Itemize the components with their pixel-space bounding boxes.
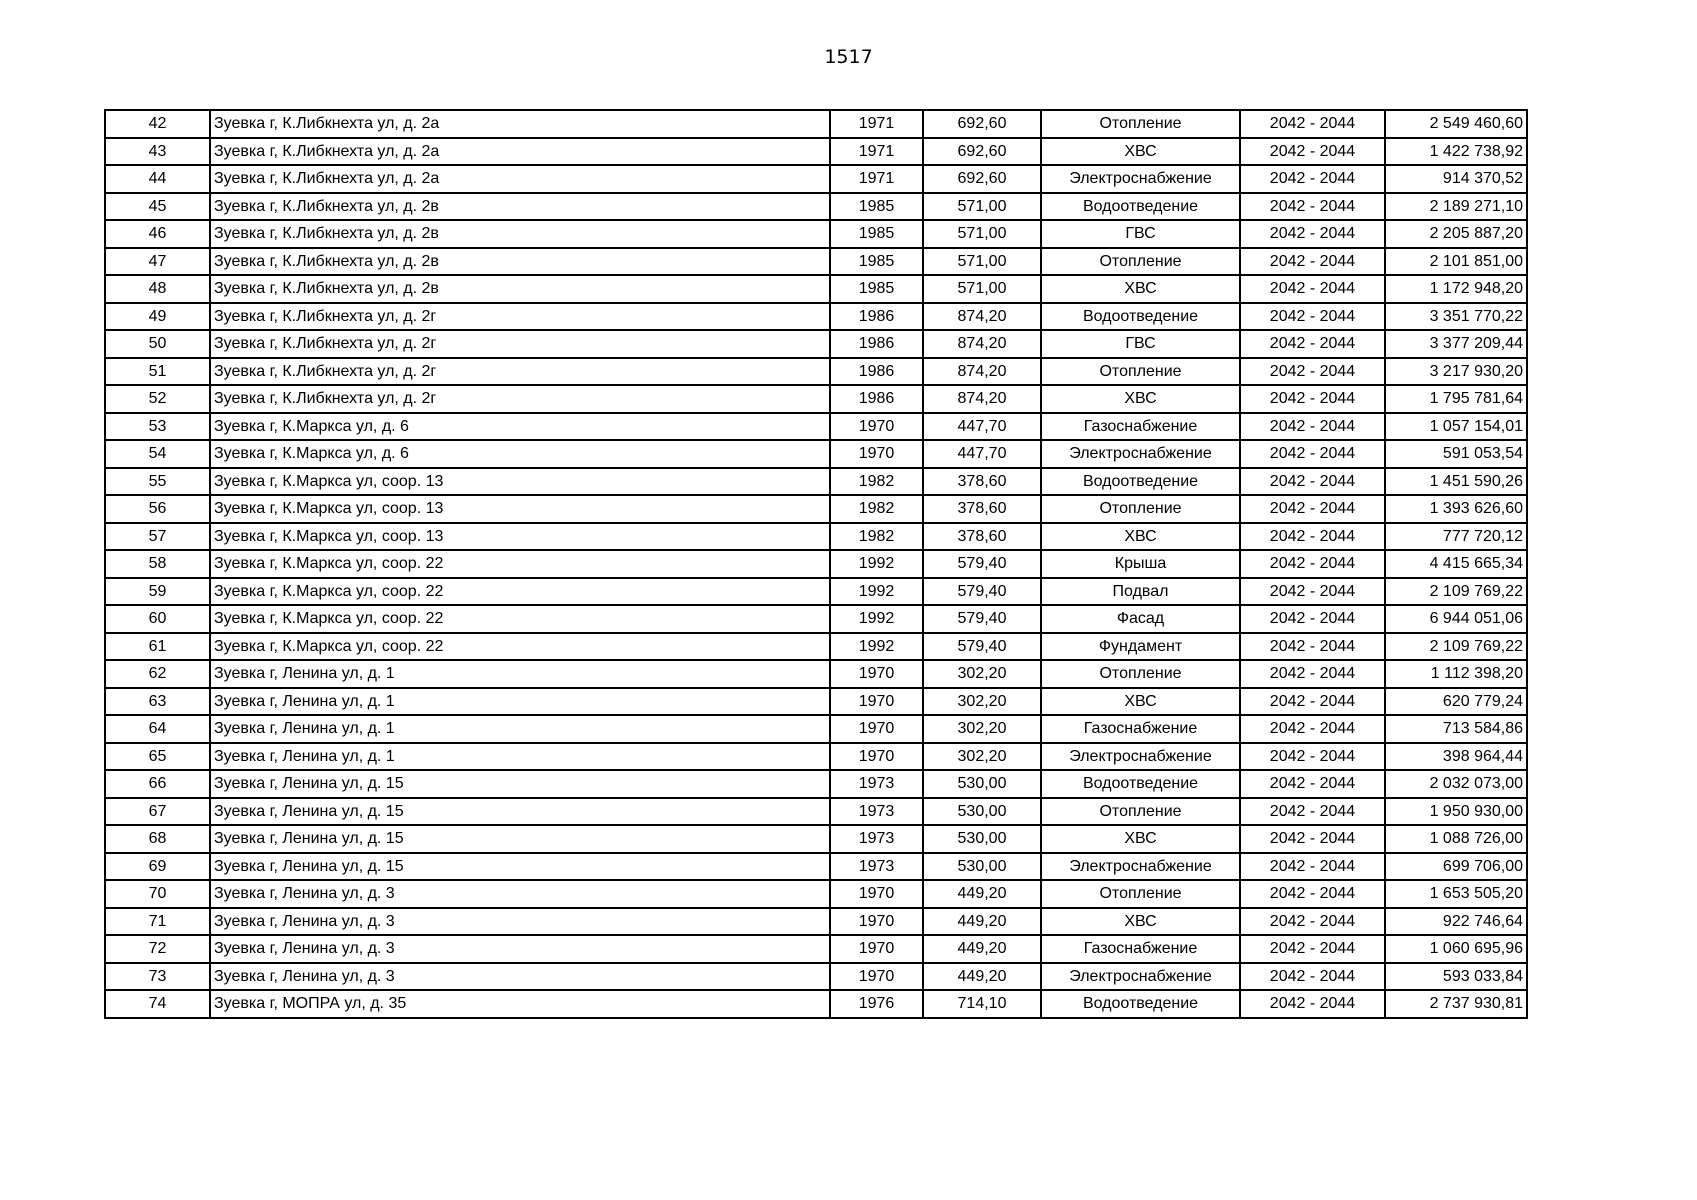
year-cell: 1971 [830, 110, 923, 138]
year-cell: 1986 [830, 330, 923, 358]
cost-cell: 593 033,84 [1385, 963, 1527, 991]
work-type-cell: ХВС [1041, 523, 1240, 551]
table-row [105, 385, 1527, 413]
work-type-cell: Электроснабжение [1041, 165, 1240, 193]
year-cell: 1982 [830, 495, 923, 523]
table-row [105, 550, 1527, 578]
address-cell: Зуевка г, Ленина ул, д. 15 [210, 770, 830, 798]
year-cell: 1970 [830, 413, 923, 441]
area-cell: 571,00 [923, 220, 1041, 248]
cost-cell: 2 549 460,60 [1385, 110, 1527, 138]
area-cell: 302,20 [923, 743, 1041, 771]
address-cell: Зуевка г, К.Либкнехта ул, д. 2в [210, 275, 830, 303]
address-cell: Зуевка г, МОПРА ул, д. 35 [210, 990, 830, 1018]
work-type-cell: Газоснабжение [1041, 935, 1240, 963]
cost-cell: 699 706,00 [1385, 853, 1527, 881]
cost-cell: 1 172 948,20 [1385, 275, 1527, 303]
row-number-cell: 58 [105, 550, 210, 578]
year-cell: 1985 [830, 248, 923, 276]
year-cell: 1985 [830, 275, 923, 303]
table-row [105, 110, 1527, 138]
cost-cell: 3 351 770,22 [1385, 303, 1527, 331]
row-number-cell: 59 [105, 578, 210, 606]
address-cell: Зуевка г, К.Маркса ул, д. 6 [210, 440, 830, 468]
row-number-cell: 61 [105, 633, 210, 661]
address-cell: Зуевка г, К.Маркса ул, д. 6 [210, 413, 830, 441]
year-cell: 1971 [830, 165, 923, 193]
area-cell: 579,40 [923, 578, 1041, 606]
table-row [105, 990, 1527, 1018]
year-cell: 1992 [830, 578, 923, 606]
period-cell: 2042 - 2044 [1240, 193, 1385, 221]
period-cell: 2042 - 2044 [1240, 165, 1385, 193]
table-body [105, 110, 1527, 1018]
period-cell: 2042 - 2044 [1240, 770, 1385, 798]
row-number-cell: 51 [105, 358, 210, 386]
cost-cell: 4 415 665,34 [1385, 550, 1527, 578]
period-cell: 2042 - 2044 [1240, 550, 1385, 578]
cost-cell: 2 109 769,22 [1385, 633, 1527, 661]
year-cell: 1973 [830, 825, 923, 853]
table-row [105, 633, 1527, 661]
year-cell: 1970 [830, 688, 923, 716]
cost-cell: 922 746,64 [1385, 908, 1527, 936]
year-cell: 1973 [830, 798, 923, 826]
address-cell: Зуевка г, Ленина ул, д. 15 [210, 798, 830, 826]
area-cell: 874,20 [923, 330, 1041, 358]
year-cell: 1986 [830, 303, 923, 331]
cost-cell: 2 101 851,00 [1385, 248, 1527, 276]
table-row [105, 853, 1527, 881]
table-row [105, 770, 1527, 798]
work-type-cell: ХВС [1041, 825, 1240, 853]
period-cell: 2042 - 2044 [1240, 908, 1385, 936]
table-row [105, 275, 1527, 303]
area-cell: 714,10 [923, 990, 1041, 1018]
area-cell: 447,70 [923, 413, 1041, 441]
table-row [105, 880, 1527, 908]
table-row [105, 495, 1527, 523]
area-cell: 378,60 [923, 495, 1041, 523]
cost-cell: 1 795 781,64 [1385, 385, 1527, 413]
row-number-cell: 54 [105, 440, 210, 468]
period-cell: 2042 - 2044 [1240, 138, 1385, 166]
work-type-cell: Водоотведение [1041, 468, 1240, 496]
row-number-cell: 72 [105, 935, 210, 963]
period-cell: 2042 - 2044 [1240, 798, 1385, 826]
work-type-cell: Отопление [1041, 660, 1240, 688]
area-cell: 571,00 [923, 193, 1041, 221]
row-number-cell: 45 [105, 193, 210, 221]
year-cell: 1970 [830, 963, 923, 991]
table-row [105, 908, 1527, 936]
address-cell: Зуевка г, К.Маркса ул, соор. 13 [210, 523, 830, 551]
table-row [105, 715, 1527, 743]
work-type-cell: Отопление [1041, 880, 1240, 908]
work-type-cell: Водоотведение [1041, 303, 1240, 331]
work-type-cell: Отопление [1041, 798, 1240, 826]
address-cell: Зуевка г, К.Маркса ул, соор. 22 [210, 605, 830, 633]
cost-cell: 398 964,44 [1385, 743, 1527, 771]
address-cell: Зуевка г, Ленина ул, д. 1 [210, 715, 830, 743]
cost-cell: 6 944 051,06 [1385, 605, 1527, 633]
work-type-cell: Крыша [1041, 550, 1240, 578]
year-cell: 1973 [830, 770, 923, 798]
address-cell: Зуевка г, Ленина ул, д. 3 [210, 935, 830, 963]
row-number-cell: 43 [105, 138, 210, 166]
cost-cell: 1 112 398,20 [1385, 660, 1527, 688]
row-number-cell: 60 [105, 605, 210, 633]
row-number-cell: 73 [105, 963, 210, 991]
area-cell: 571,00 [923, 248, 1041, 276]
table-row [105, 413, 1527, 441]
period-cell: 2042 - 2044 [1240, 303, 1385, 331]
address-cell: Зуевка г, К.Маркса ул, соор. 13 [210, 495, 830, 523]
period-cell: 2042 - 2044 [1240, 110, 1385, 138]
area-cell: 530,00 [923, 853, 1041, 881]
period-cell: 2042 - 2044 [1240, 990, 1385, 1018]
row-number-cell: 42 [105, 110, 210, 138]
address-cell: Зуевка г, К.Маркса ул, соор. 22 [210, 578, 830, 606]
row-number-cell: 67 [105, 798, 210, 826]
cost-cell: 3 217 930,20 [1385, 358, 1527, 386]
table-row [105, 825, 1527, 853]
row-number-cell: 56 [105, 495, 210, 523]
work-type-cell: Газоснабжение [1041, 413, 1240, 441]
cost-cell: 1 393 626,60 [1385, 495, 1527, 523]
area-cell: 579,40 [923, 633, 1041, 661]
work-type-cell: ХВС [1041, 275, 1240, 303]
address-cell: Зуевка г, К.Маркса ул, соор. 13 [210, 468, 830, 496]
row-number-cell: 66 [105, 770, 210, 798]
work-type-cell: Отопление [1041, 248, 1240, 276]
period-cell: 2042 - 2044 [1240, 688, 1385, 716]
area-cell: 302,20 [923, 715, 1041, 743]
work-type-cell: ХВС [1041, 688, 1240, 716]
period-cell: 2042 - 2044 [1240, 880, 1385, 908]
work-type-cell: Электроснабжение [1041, 963, 1240, 991]
table-row [105, 193, 1527, 221]
address-cell: Зуевка г, К.Либкнехта ул, д. 2г [210, 358, 830, 386]
work-type-cell: Отопление [1041, 110, 1240, 138]
area-cell: 378,60 [923, 523, 1041, 551]
work-type-cell: Электроснабжение [1041, 440, 1240, 468]
period-cell: 2042 - 2044 [1240, 358, 1385, 386]
work-type-cell: Фасад [1041, 605, 1240, 633]
area-cell: 579,40 [923, 550, 1041, 578]
area-cell: 530,00 [923, 798, 1041, 826]
year-cell: 1986 [830, 358, 923, 386]
address-cell: Зуевка г, Ленина ул, д. 3 [210, 880, 830, 908]
work-type-cell: ГВС [1041, 220, 1240, 248]
address-cell: Зуевка г, Ленина ул, д. 3 [210, 908, 830, 936]
table-row [105, 578, 1527, 606]
address-cell: Зуевка г, Ленина ул, д. 1 [210, 688, 830, 716]
area-cell: 449,20 [923, 935, 1041, 963]
row-number-cell: 47 [105, 248, 210, 276]
row-number-cell: 65 [105, 743, 210, 771]
period-cell: 2042 - 2044 [1240, 495, 1385, 523]
area-cell: 579,40 [923, 605, 1041, 633]
row-number-cell: 68 [105, 825, 210, 853]
period-cell: 2042 - 2044 [1240, 743, 1385, 771]
area-cell: 874,20 [923, 303, 1041, 331]
table-row [105, 935, 1527, 963]
period-cell: 2042 - 2044 [1240, 633, 1385, 661]
cost-cell: 777 720,12 [1385, 523, 1527, 551]
row-number-cell: 53 [105, 413, 210, 441]
cost-cell: 914 370,52 [1385, 165, 1527, 193]
year-cell: 1970 [830, 715, 923, 743]
period-cell: 2042 - 2044 [1240, 853, 1385, 881]
work-type-cell: ХВС [1041, 908, 1240, 936]
area-cell: 302,20 [923, 660, 1041, 688]
year-cell: 1992 [830, 633, 923, 661]
area-cell: 378,60 [923, 468, 1041, 496]
period-cell: 2042 - 2044 [1240, 578, 1385, 606]
area-cell: 302,20 [923, 688, 1041, 716]
page-number: 1517 [824, 46, 873, 68]
period-cell: 2042 - 2044 [1240, 715, 1385, 743]
data-table [104, 109, 1528, 1019]
year-cell: 1982 [830, 468, 923, 496]
cost-cell: 1 088 726,00 [1385, 825, 1527, 853]
area-cell: 571,00 [923, 275, 1041, 303]
period-cell: 2042 - 2044 [1240, 825, 1385, 853]
row-number-cell: 71 [105, 908, 210, 936]
area-cell: 874,20 [923, 358, 1041, 386]
period-cell: 2042 - 2044 [1240, 330, 1385, 358]
table-row [105, 523, 1527, 551]
row-number-cell: 44 [105, 165, 210, 193]
table-row [105, 358, 1527, 386]
row-number-cell: 69 [105, 853, 210, 881]
address-cell: Зуевка г, К.Либкнехта ул, д. 2а [210, 110, 830, 138]
address-cell: Зуевка г, К.Либкнехта ул, д. 2а [210, 138, 830, 166]
area-cell: 692,60 [923, 110, 1041, 138]
year-cell: 1982 [830, 523, 923, 551]
work-type-cell: Водоотведение [1041, 990, 1240, 1018]
work-type-cell: Электроснабжение [1041, 853, 1240, 881]
area-cell: 449,20 [923, 880, 1041, 908]
address-cell: Зуевка г, К.Либкнехта ул, д. 2г [210, 385, 830, 413]
address-cell: Зуевка г, К.Маркса ул, соор. 22 [210, 633, 830, 661]
work-type-cell: Электроснабжение [1041, 743, 1240, 771]
cost-cell: 1 060 695,96 [1385, 935, 1527, 963]
period-cell: 2042 - 2044 [1240, 385, 1385, 413]
cost-cell: 2 737 930,81 [1385, 990, 1527, 1018]
table-row [105, 468, 1527, 496]
address-cell: Зуевка г, К.Либкнехта ул, д. 2г [210, 303, 830, 331]
work-type-cell: Газоснабжение [1041, 715, 1240, 743]
period-cell: 2042 - 2044 [1240, 413, 1385, 441]
table-row [105, 248, 1527, 276]
table-row [105, 605, 1527, 633]
work-type-cell: ГВС [1041, 330, 1240, 358]
cost-cell: 591 053,54 [1385, 440, 1527, 468]
work-type-cell: Отопление [1041, 358, 1240, 386]
table-row [105, 303, 1527, 331]
address-cell: Зуевка г, К.Либкнехта ул, д. 2г [210, 330, 830, 358]
table-row [105, 963, 1527, 991]
table-row [105, 660, 1527, 688]
cost-cell: 1 950 930,00 [1385, 798, 1527, 826]
row-number-cell: 48 [105, 275, 210, 303]
year-cell: 1970 [830, 935, 923, 963]
table-row [105, 798, 1527, 826]
work-type-cell: Водоотведение [1041, 770, 1240, 798]
period-cell: 2042 - 2044 [1240, 248, 1385, 276]
area-cell: 692,60 [923, 165, 1041, 193]
address-cell: Зуевка г, Ленина ул, д. 3 [210, 963, 830, 991]
row-number-cell: 50 [105, 330, 210, 358]
cost-cell: 2 032 073,00 [1385, 770, 1527, 798]
work-type-cell: Водоотведение [1041, 193, 1240, 221]
row-number-cell: 57 [105, 523, 210, 551]
area-cell: 449,20 [923, 963, 1041, 991]
year-cell: 1992 [830, 605, 923, 633]
cost-cell: 620 779,24 [1385, 688, 1527, 716]
table-row [105, 165, 1527, 193]
row-number-cell: 46 [105, 220, 210, 248]
address-cell: Зуевка г, Ленина ул, д. 1 [210, 660, 830, 688]
cost-cell: 1 653 505,20 [1385, 880, 1527, 908]
row-number-cell: 55 [105, 468, 210, 496]
year-cell: 1986 [830, 385, 923, 413]
table-row [105, 220, 1527, 248]
row-number-cell: 62 [105, 660, 210, 688]
period-cell: 2042 - 2044 [1240, 275, 1385, 303]
row-number-cell: 64 [105, 715, 210, 743]
period-cell: 2042 - 2044 [1240, 963, 1385, 991]
year-cell: 1970 [830, 908, 923, 936]
year-cell: 1973 [830, 853, 923, 881]
year-cell: 1985 [830, 193, 923, 221]
table-row [105, 440, 1527, 468]
address-cell: Зуевка г, К.Либкнехта ул, д. 2а [210, 165, 830, 193]
row-number-cell: 70 [105, 880, 210, 908]
address-cell: Зуевка г, Ленина ул, д. 15 [210, 853, 830, 881]
cost-cell: 1 451 590,26 [1385, 468, 1527, 496]
year-cell: 1970 [830, 440, 923, 468]
cost-cell: 2 109 769,22 [1385, 578, 1527, 606]
address-cell: Зуевка г, К.Либкнехта ул, д. 2в [210, 248, 830, 276]
cost-cell: 3 377 209,44 [1385, 330, 1527, 358]
cost-cell: 1 057 154,01 [1385, 413, 1527, 441]
period-cell: 2042 - 2044 [1240, 660, 1385, 688]
year-cell: 1985 [830, 220, 923, 248]
year-cell: 1970 [830, 880, 923, 908]
area-cell: 692,60 [923, 138, 1041, 166]
row-number-cell: 49 [105, 303, 210, 331]
work-type-cell: ХВС [1041, 138, 1240, 166]
period-cell: 2042 - 2044 [1240, 523, 1385, 551]
period-cell: 2042 - 2044 [1240, 440, 1385, 468]
work-type-cell: Фундамент [1041, 633, 1240, 661]
cost-cell: 2 205 887,20 [1385, 220, 1527, 248]
table-row [105, 330, 1527, 358]
year-cell: 1992 [830, 550, 923, 578]
work-type-cell: Отопление [1041, 495, 1240, 523]
period-cell: 2042 - 2044 [1240, 605, 1385, 633]
period-cell: 2042 - 2044 [1240, 220, 1385, 248]
table-row [105, 743, 1527, 771]
area-cell: 874,20 [923, 385, 1041, 413]
year-cell: 1970 [830, 660, 923, 688]
address-cell: Зуевка г, К.Либкнехта ул, д. 2в [210, 193, 830, 221]
work-type-cell: Подвал [1041, 578, 1240, 606]
area-cell: 447,70 [923, 440, 1041, 468]
cost-cell: 2 189 271,10 [1385, 193, 1527, 221]
address-cell: Зуевка г, Ленина ул, д. 1 [210, 743, 830, 771]
year-cell: 1970 [830, 743, 923, 771]
area-cell: 530,00 [923, 825, 1041, 853]
cost-cell: 713 584,86 [1385, 715, 1527, 743]
year-cell: 1971 [830, 138, 923, 166]
cost-cell: 1 422 738,92 [1385, 138, 1527, 166]
address-cell: Зуевка г, К.Маркса ул, соор. 22 [210, 550, 830, 578]
area-cell: 530,00 [923, 770, 1041, 798]
table-row [105, 138, 1527, 166]
address-cell: Зуевка г, Ленина ул, д. 15 [210, 825, 830, 853]
work-type-cell: ХВС [1041, 385, 1240, 413]
period-cell: 2042 - 2044 [1240, 935, 1385, 963]
year-cell: 1976 [830, 990, 923, 1018]
address-cell: Зуевка г, К.Либкнехта ул, д. 2в [210, 220, 830, 248]
period-cell: 2042 - 2044 [1240, 468, 1385, 496]
table-row [105, 688, 1527, 716]
row-number-cell: 52 [105, 385, 210, 413]
row-number-cell: 63 [105, 688, 210, 716]
row-number-cell: 74 [105, 990, 210, 1018]
area-cell: 449,20 [923, 908, 1041, 936]
